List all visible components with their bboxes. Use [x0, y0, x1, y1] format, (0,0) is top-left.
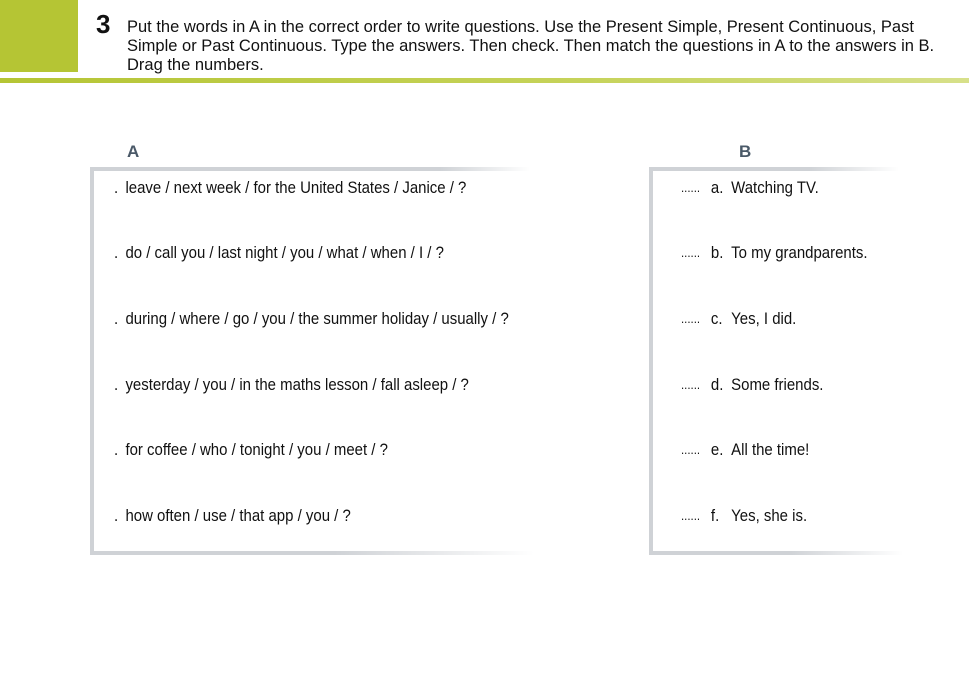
question-prompt: during / where / go / you / the summer holiday / usually / ? — [125, 309, 509, 328]
answer-letter: a. — [710, 178, 724, 197]
answer-item — [681, 309, 796, 329]
header-divider — [0, 78, 969, 83]
question-prompt: leave / next week / for the United States / Janice / ? — [125, 178, 467, 197]
answer-letter: c. — [710, 309, 723, 328]
answer-text: All the time! — [731, 440, 810, 459]
answer-item — [681, 243, 868, 263]
answer-letter: e. — [710, 440, 724, 459]
question-item[interactable] — [114, 243, 444, 263]
number-drop-slot[interactable]: . — [114, 243, 119, 262]
answer-drop-blank[interactable]: ...... — [681, 180, 701, 195]
answer-item — [681, 506, 807, 526]
answer-text: To my grandparents. — [731, 243, 868, 262]
answer-item — [681, 440, 809, 460]
question-prompt: do / call you / last night / you / what / when / I / ? — [125, 243, 444, 262]
answer-letter: b. — [710, 243, 724, 262]
number-drop-slot[interactable]: . — [114, 309, 119, 328]
question-prompt: for coffee / who / tonight / you / meet / ? — [125, 440, 388, 459]
question-item[interactable] — [114, 375, 469, 395]
question-item[interactable] — [114, 506, 351, 526]
column-a-heading: A — [127, 142, 140, 161]
answer-drop-blank[interactable]: ...... — [681, 442, 701, 457]
answer-letter: d. — [710, 375, 724, 394]
answer-text: Some friends. — [731, 375, 824, 394]
number-drop-slot[interactable]: . — [114, 440, 119, 459]
column-a-box — [90, 167, 530, 551]
question-item[interactable] — [114, 178, 466, 198]
exercise-instructions: Put the words in A in the correct order to write questions. Use the Present Simple, Present Continuous, Past Simple or Past Continuous. Type the answers. Then check. Then match the questions in A to the answers in B. Drag the numbers. — [127, 18, 935, 74]
answer-item — [681, 375, 823, 395]
answer-text: Yes, I did. — [731, 309, 797, 328]
question-item[interactable] — [114, 309, 509, 329]
question-prompt: how often / use / that app / you / ? — [125, 506, 351, 525]
answer-item — [681, 178, 819, 198]
answer-text: Yes, she is. — [731, 506, 808, 525]
answer-drop-blank[interactable]: ...... — [681, 245, 701, 260]
answer-drop-blank[interactable]: ...... — [681, 377, 701, 392]
answer-drop-blank[interactable]: ...... — [681, 508, 701, 523]
column-b-box — [649, 167, 899, 551]
accent-block — [0, 0, 78, 72]
question-item[interactable] — [114, 440, 388, 460]
answer-text: Watching TV. — [731, 178, 819, 197]
exercise-number: 3 — [96, 9, 111, 39]
column-b-heading: B — [739, 142, 752, 161]
answer-drop-blank[interactable]: ...... — [681, 311, 701, 326]
number-drop-slot[interactable]: . — [114, 506, 119, 525]
number-drop-slot[interactable]: . — [114, 178, 119, 197]
number-drop-slot[interactable]: . — [114, 375, 119, 394]
answer-letter: f. — [710, 506, 720, 525]
question-prompt: yesterday / you / in the maths lesson / fall asleep / ? — [125, 375, 469, 394]
